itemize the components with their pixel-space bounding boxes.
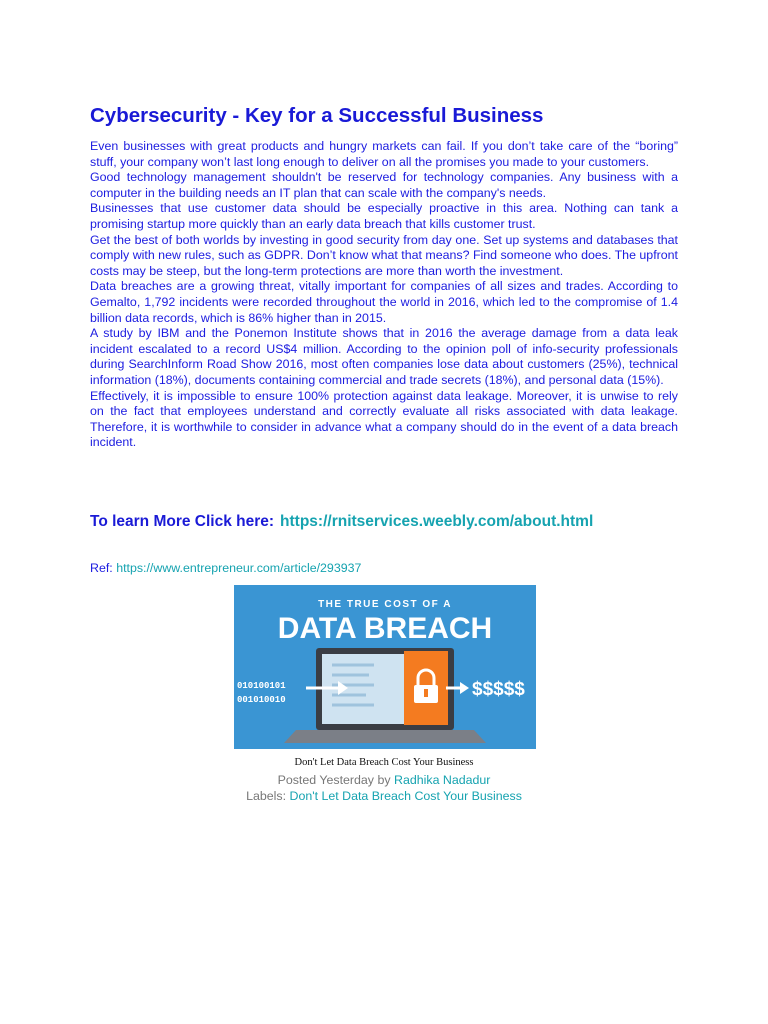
paragraph: Businesses that use customer data should be especially proactive in this area. Nothing can tank a promising startup more quickly than an early data breach that kills customer trust. xyxy=(90,201,678,231)
paragraph: Good technology management shouldn't be reserved for technology companies. Any business with a computer in the building needs an IT plan that can scale with the company's needs. xyxy=(90,170,678,200)
learn-more-link[interactable]: https://rnitservices.weebly.com/about.html xyxy=(280,513,594,530)
paragraph: A study by IBM and the Ponemon Institute shows that in 2016 the average damage from a data leak incident escalated to a record US$4 million. According to the opinion poll of info-security professionals during SearchInform Road Show 2016, most often companies lose data about customers (25%), technical information (18%), documents containing commercial and trade secrets (18%), and personal data (15%). xyxy=(90,326,678,387)
laptop-base xyxy=(284,730,486,743)
post-meta xyxy=(0,773,768,787)
binary-text-1: 010100101 xyxy=(237,681,286,691)
paragraph: Effectively, it is impossible to ensure 100% protection against data leakage. Moreover, it is unwise to rely on the fact that employees understand and correctly evaluate all risks associated with data leakage. Therefore, it is worthwhile to consider in advance what a company should do in the event of a data breach incident. xyxy=(90,388,678,450)
image-big-text: DATA BREACH xyxy=(277,612,493,645)
image-caption: Don't Let Data Breach Cost Your Business xyxy=(294,757,474,768)
posted-prefix: Posted Yesterday by xyxy=(277,773,391,787)
labels-prefix: Labels: xyxy=(246,789,287,803)
author-link[interactable]: Radhika Nadadur xyxy=(394,773,491,787)
binary-text-2: 001010010 xyxy=(237,695,286,705)
reference xyxy=(90,561,361,575)
ref-link[interactable]: https://www.entrepreneur.com/article/293937 xyxy=(116,561,362,575)
learn-more-label: To learn More Click here: xyxy=(90,513,275,530)
post-labels xyxy=(0,789,768,803)
page-title: Cybersecurity - Key for a Successful Business xyxy=(90,104,544,127)
image-top-text: THE TRUE COST OF A xyxy=(318,599,452,610)
learn-more xyxy=(90,513,593,531)
data-breach-image xyxy=(234,585,536,749)
money-text: $$$$$ xyxy=(472,679,525,700)
label-link[interactable]: Don't Let Data Breach Cost Your Business xyxy=(289,789,522,803)
paragraph: Get the best of both worlds by investing in good security from day one. Set up systems and databases that comply with new rules, such as GDPR. Don’t know what that means? Find someone who does. The upfront costs may be steep, but the long-term protections are more than worth the investment. xyxy=(90,232,678,278)
ref-label: Ref: xyxy=(90,561,113,575)
paragraph: Even businesses with great products and hungry markets can fail. If you don’t take care of the “boring” stuff, your company won’t last long enough to deliver on all the promises you made to your customers. xyxy=(90,139,678,169)
data-breach-illustration xyxy=(234,585,536,749)
paragraph: Data breaches are a growing threat, vitally important for companies of all sizes and trades. According to Gemalto, 1,792 incidents were recorded throughout the world in 2016, which led to the compromise of 1.4 billion data records, which is 86% higher than in 2015. xyxy=(90,279,678,325)
article-body xyxy=(90,139,678,451)
